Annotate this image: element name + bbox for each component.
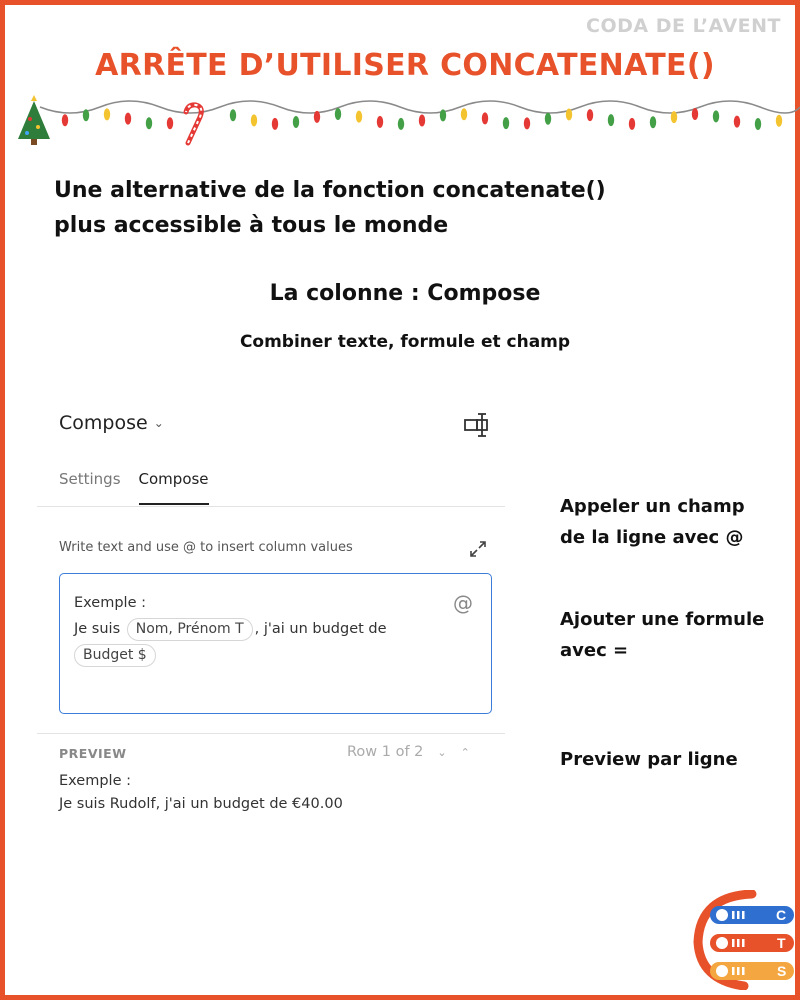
tabs-divider bbox=[37, 506, 505, 507]
page-title: ARRÊTE D’UTILISER CONCATENATE() bbox=[95, 48, 715, 83]
editor-line-1: Exemple : bbox=[74, 595, 146, 611]
at-icon[interactable]: @ bbox=[453, 591, 473, 615]
chevron-up-icon[interactable]: ⌃ bbox=[460, 745, 470, 759]
garland-bulb bbox=[440, 109, 446, 121]
editor-line-2 bbox=[74, 616, 477, 642]
garland-bulb bbox=[629, 118, 635, 130]
row-indicator: Row 1 of 2 bbox=[347, 744, 424, 760]
intro-text bbox=[54, 173, 674, 243]
preview-text bbox=[59, 770, 343, 816]
garland-bulb bbox=[272, 118, 278, 130]
note-1-line-1: Appeler un champ bbox=[560, 496, 745, 517]
intro-line-1: Une alternative de la fonction concatenate() bbox=[54, 178, 606, 203]
note-1-line-2: de la ligne avec @ bbox=[560, 527, 744, 548]
column-title: La colonne : Compose bbox=[269, 281, 541, 306]
garland-bulb bbox=[167, 117, 173, 129]
svg-text:T: T bbox=[777, 935, 786, 951]
field-chip-nom-prenom[interactable]: Nom, Prénom T bbox=[127, 618, 253, 641]
garland-bulb bbox=[545, 113, 551, 125]
garland-bulb bbox=[755, 118, 761, 130]
svg-text:S: S bbox=[777, 963, 787, 979]
garland-bulb bbox=[692, 108, 698, 120]
garland-bulb bbox=[524, 117, 530, 129]
brand-label: CODA DE L’AVENT bbox=[586, 15, 781, 37]
note-preview: Preview par ligne bbox=[560, 749, 738, 770]
editor-prefix: Je suis bbox=[74, 621, 121, 637]
garland-bulb bbox=[503, 117, 509, 129]
garland-bulb bbox=[62, 114, 68, 126]
garland-bulb bbox=[335, 108, 341, 120]
layout-icon[interactable] bbox=[463, 412, 491, 438]
garland-bulb bbox=[713, 110, 719, 122]
row-navigator bbox=[347, 744, 470, 760]
garland-bulb bbox=[734, 116, 740, 128]
column-subtitle: Combiner texte, formule et champ bbox=[239, 332, 571, 352]
garland-bulb bbox=[251, 114, 257, 126]
garland-bulb bbox=[230, 109, 236, 121]
garland-bulb bbox=[671, 111, 677, 123]
compose-editor[interactable] bbox=[59, 573, 492, 714]
garland-bulb bbox=[398, 118, 404, 130]
cts-logo bbox=[692, 890, 797, 990]
tab-compose[interactable]: Compose bbox=[139, 470, 209, 505]
garland-bulb bbox=[650, 116, 656, 128]
note-2-line-2: avec = bbox=[560, 640, 629, 661]
note-formula bbox=[560, 604, 790, 666]
garland-bulb bbox=[419, 115, 425, 127]
garland-bulb bbox=[776, 115, 782, 127]
svg-text:C: C bbox=[776, 907, 787, 923]
garland-bulb bbox=[314, 111, 320, 123]
column-type-label: Compose bbox=[59, 412, 148, 434]
preview-label: PREVIEW bbox=[59, 746, 127, 761]
garland-bulb bbox=[104, 108, 110, 120]
compose-panel bbox=[37, 400, 505, 830]
chevron-down-icon[interactable]: ⌄ bbox=[437, 745, 447, 759]
preview-divider bbox=[37, 733, 505, 734]
christmas-tree-icon bbox=[18, 95, 50, 145]
garland-bulb bbox=[482, 112, 488, 124]
garland-bulb bbox=[293, 116, 299, 128]
garland-bulb bbox=[146, 117, 152, 129]
garland-bulb bbox=[587, 109, 593, 121]
panel-tabs bbox=[59, 470, 209, 505]
expand-icon[interactable] bbox=[469, 540, 487, 558]
christmas-garland bbox=[10, 95, 800, 150]
preview-line-1: Exemple : bbox=[59, 773, 131, 789]
editor-hint: Write text and use @ to insert column values bbox=[59, 540, 353, 555]
garland-bulb bbox=[356, 111, 362, 123]
note-field-mention bbox=[560, 491, 790, 553]
garland-bulb bbox=[461, 108, 467, 120]
column-type-dropdown[interactable] bbox=[59, 412, 164, 434]
garland-bulb bbox=[83, 109, 89, 121]
chevron-down-icon: ⌄ bbox=[153, 416, 164, 430]
editor-line-3 bbox=[74, 642, 477, 668]
intro-line-2: plus accessible à tous le monde bbox=[54, 213, 449, 238]
garland-bulb bbox=[377, 116, 383, 128]
garland-bulb bbox=[608, 114, 614, 126]
tab-settings[interactable]: Settings bbox=[59, 470, 121, 488]
field-chip-budget[interactable]: Budget $ bbox=[74, 644, 156, 667]
note-2-line-1: Ajouter une formule bbox=[560, 609, 765, 630]
preview-line-2: Je suis Rudolf, j'ai un budget de €40.00 bbox=[59, 796, 343, 812]
garland-bulb bbox=[566, 108, 572, 120]
garland-bulb bbox=[125, 113, 131, 125]
editor-middle-text: , j'ai un budget de bbox=[254, 621, 387, 637]
candy-cane-icon bbox=[186, 105, 201, 143]
